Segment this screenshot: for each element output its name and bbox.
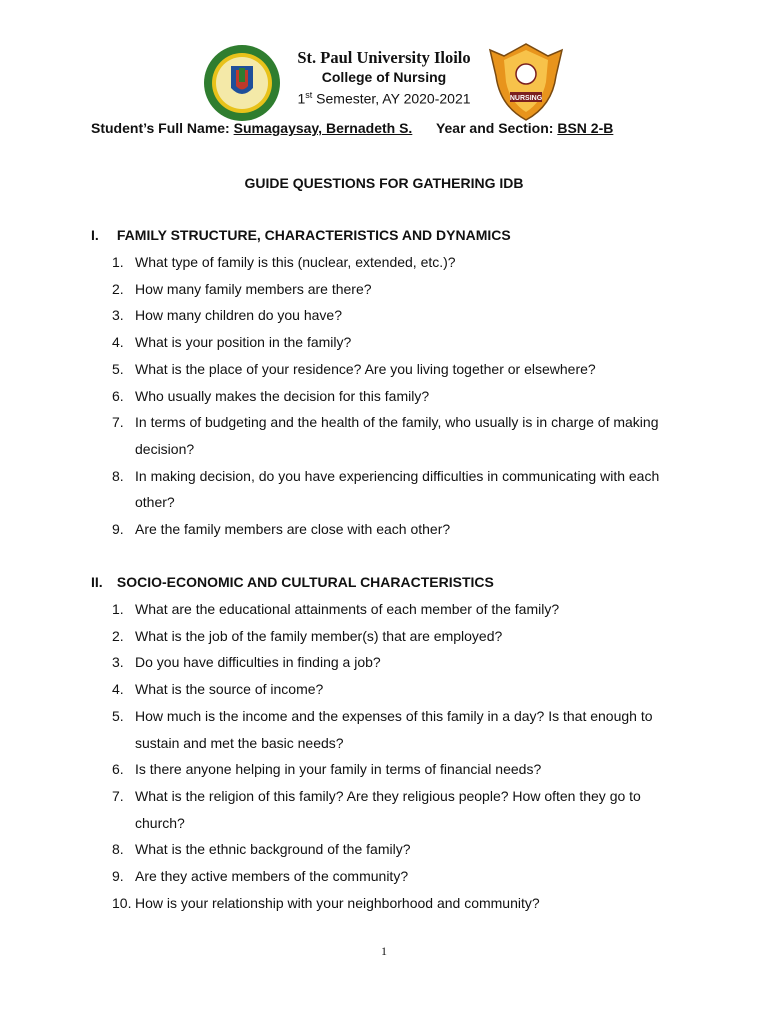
section-heading	[91, 574, 494, 590]
college-name: College of Nursing	[321, 69, 447, 85]
list-item	[0, 516, 680, 543]
question-list	[0, 249, 680, 543]
section-numeral: II.	[91, 574, 103, 590]
question-number: 1.	[112, 601, 124, 617]
question-text: What is the job of the family member(s) that are employed?	[135, 627, 503, 644]
list-item	[0, 623, 680, 650]
university-seal-logo	[203, 44, 281, 122]
question-text: Who usually makes the decision for this family?	[135, 387, 430, 404]
question-text: In terms of budgeting and the health of the family, who usually is in charge of making decision?	[135, 414, 659, 457]
question-number: 4.	[112, 334, 124, 351]
question-text: What is your position in the family?	[135, 334, 352, 351]
question-text: How many children do you have?	[135, 307, 343, 324]
list-item	[0, 356, 680, 383]
question-text: What are the educational attainments of each member of the family?	[135, 601, 560, 617]
list-item	[0, 329, 680, 356]
semester-text: Semester, AY 2020-2021	[312, 90, 471, 107]
list-item	[0, 596, 680, 623]
question-text: What is the place of your residence? Are you living together or elsewhere?	[135, 360, 596, 377]
question-text: What type of family is this (nuclear, extended, etc.)?	[135, 254, 456, 270]
question-number: 10.	[112, 894, 132, 911]
question-number: 3.	[112, 654, 124, 671]
question-number: 6.	[112, 761, 124, 778]
section-title: SOCIO-ECONOMIC AND CULTURAL CHARACTERISTICS	[116, 574, 494, 590]
student-name-value: Sumagaysay, Bernadeth S.	[233, 120, 413, 136]
list-item	[0, 836, 680, 863]
question-number: 9.	[112, 521, 124, 538]
list-item	[0, 649, 680, 676]
semester-ordinal: 1	[297, 90, 306, 107]
document-title: GUIDE QUESTIONS FOR GATHERING IDB	[244, 175, 524, 191]
list-item	[0, 703, 680, 756]
question-number: 5.	[112, 707, 124, 724]
list-item	[0, 756, 680, 783]
question-number: 7.	[112, 787, 124, 804]
nursing-badge-text: NURSING	[509, 95, 543, 102]
list-item	[0, 783, 680, 836]
question-text: Is there anyone helping in your family in terms of financial needs?	[135, 761, 542, 778]
question-text: In making decision, do you have experiencing difficulties in communicating with each other?	[135, 467, 660, 511]
list-item	[0, 276, 680, 303]
list-item	[0, 863, 680, 890]
semester-line	[280, 86, 488, 108]
question-number: 9.	[112, 868, 124, 885]
question-number: 5.	[112, 360, 124, 377]
page-number: 1	[381, 944, 387, 958]
question-text: How much is the income and the expenses of this family in a day? Is that enough to sustain and met the basic needs?	[135, 707, 653, 751]
question-text: Are they active members of the community?	[135, 868, 409, 885]
university-name: St. Paul University Iloilo	[297, 48, 471, 67]
question-number: 2.	[112, 627, 124, 644]
question-list	[0, 596, 680, 916]
question-number: 4.	[112, 681, 124, 698]
list-item	[0, 249, 680, 276]
section-title: FAMILY STRUCTURE, CHARACTERISTICS AND DYNAMICS	[116, 227, 511, 243]
list-item	[0, 463, 680, 516]
document-header	[0, 42, 768, 122]
question-text: Do you have difficulties in finding a job?	[135, 654, 381, 671]
question-number: 8.	[112, 841, 124, 858]
question-number: 6.	[112, 387, 124, 404]
question-number: 7.	[112, 414, 124, 431]
question-text: What is the source of income?	[135, 681, 324, 698]
section-label: Year and Section:	[435, 120, 554, 136]
question-number: 2.	[112, 280, 124, 297]
nursing-badge-logo	[484, 42, 568, 122]
list-item	[0, 676, 680, 703]
section-numeral: I.	[91, 227, 99, 243]
question-text: What is the ethnic background of the family?	[135, 841, 411, 858]
section-heading	[91, 227, 511, 243]
list-item	[0, 409, 680, 462]
list-item	[0, 302, 680, 329]
question-number: 8.	[112, 467, 124, 484]
list-item	[0, 383, 680, 410]
question-number: 1.	[112, 254, 124, 270]
question-text: Are the family members are close with each other?	[135, 521, 451, 538]
name-label: Student’s Full Name:	[91, 120, 230, 136]
student-info-line	[91, 120, 613, 136]
section-value: BSN 2-B	[557, 120, 614, 136]
semester-ordinal-suffix: st	[305, 90, 313, 100]
question-text: What is the religion of this family? Are they religious people? How often they go to church?	[135, 787, 641, 831]
question-text: How many family members are there?	[135, 280, 372, 297]
header-text-block	[280, 48, 488, 108]
list-item	[0, 890, 680, 917]
question-number: 3.	[112, 307, 124, 324]
question-text: How is your relationship with your neighborhood and community?	[135, 894, 540, 911]
